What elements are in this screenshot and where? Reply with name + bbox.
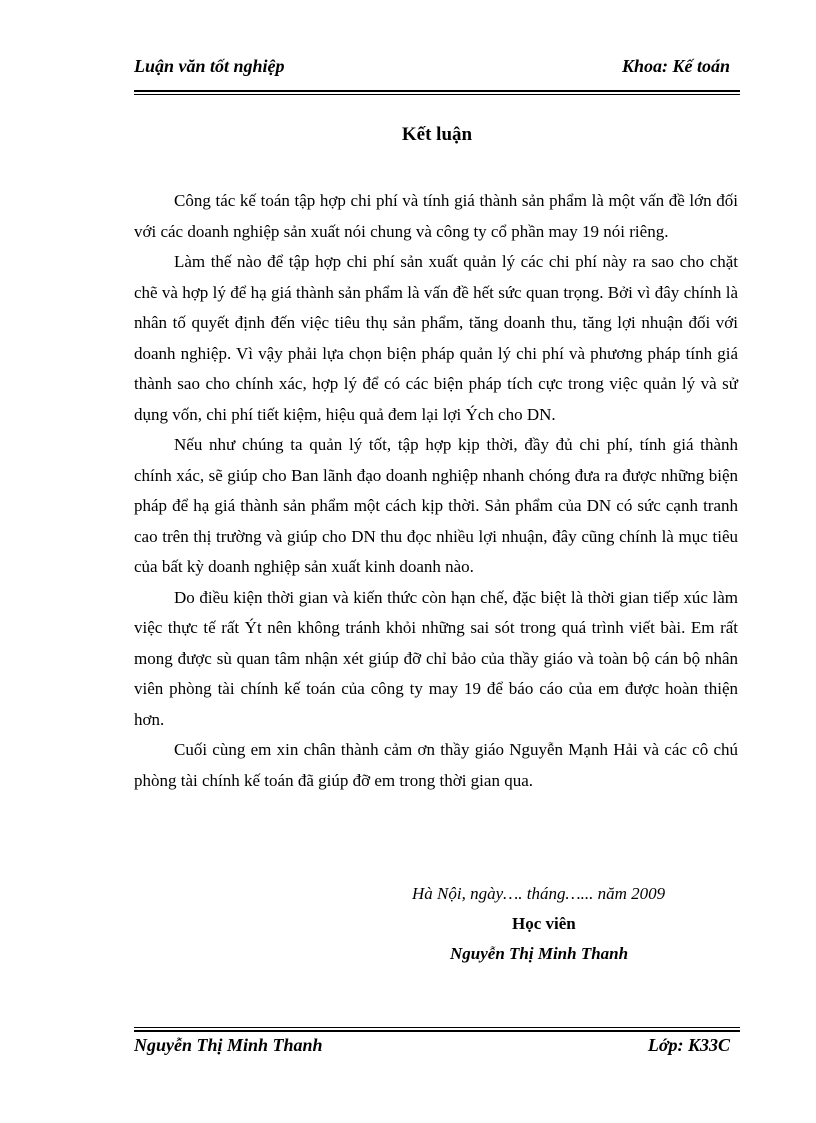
page-title: Kết luận [401,124,473,145]
paragraph: Cuối cùng em xin chân thành cảm ơn thầy giáo Nguyễn Mạnh Hải và các cô chú phòng tài chính kế toán đã giúp đỡ em trong thời gian qua. [134,740,738,790]
footer-class: Lớp: K33C [647,1035,730,1055]
page-header [134,56,738,82]
header-thesis-label: Luận văn tốt nghiệp [134,56,285,76]
signature-name: Nguyễn Thị Minh Thanh [450,944,629,963]
footer-author: Nguyễn Thị Minh Thanh [134,1035,323,1055]
signature-role: Học viên [512,914,576,933]
header-faculty-label: Khoa: Kế toán [621,56,730,76]
paragraph: Nếu như chúng ta quản lý tốt, tập hợp kịp thời, đầy đủ chi phí, tính giá thành chính xác, sẽ giúp cho Ban lãnh đạo doanh nghiệp nhanh chóng đưa ra được những biện pháp để hạ giá thành sản phẩm một cách kịp thời. Sản phẩm của DN có sức cạnh tranh cao trên thị trường và giúp cho DN thu đọc nhiều lợi nhuận, đây cũng chính là mục tiêu của bất kỳ doanh nghiệp sản xuất kinh doanh nào. [134,435,738,576]
footer-rule-thin [134,1027,740,1028]
paragraph: Do điều kiện thời gian và kiến thức còn hạn chế, đặc biệt là thời gian tiếp xúc làm việc thực tế rất Ýt nên không tránh khỏi những sai sót trong quá trình viết bài. Em rất mong được sù quan tâm nhận xét giúp đỡ chỉ bảo của thầy giáo và toàn bộ cán bộ nhân viên phòng tài chính kế toán của công ty may 19 để báo cáo của em được hoàn thiện hơn. [134,587,738,729]
body-text [134,186,738,796]
header-rule-thick [134,90,740,92]
signature-date: Hà Nội, ngày…. tháng…... năm 2009 [412,884,666,903]
paragraph: Làm thế nào để tập hợp chi phí sản xuất quản lý các chi phí này ra sao cho chặt chẽ và hợp lý để hạ giá thành sản phẩm là vấn đề hết sức quan trọng. Bởi vì đây chính là nhân tố quyết định đến việc tiêu thụ sản phẩm, tăng doanh thu, tăng lợi nhuận đối với doanh nghiệp. Vì vậy phải lựa chọn biện pháp quản lý chi phí và phương pháp tính giá thành sao cho chính xác, hợp lý để có các biện pháp tích cực trong việc quản lý và sử dụng vốn, chi phí tiết kiệm, hiệu quả đem lại lợi Ých cho DN. [134,252,738,424]
header-rule-thin [134,94,740,95]
page-footer [134,1035,738,1061]
footer-rule-thick [134,1030,740,1032]
paragraph: Công tác kế toán tập hợp chi phí và tính giá thành sản phẩm là một vấn đề lớn đối với các doanh nghiệp sản xuất nói chung và công ty cổ phần may 19 nói riêng. [134,191,738,241]
